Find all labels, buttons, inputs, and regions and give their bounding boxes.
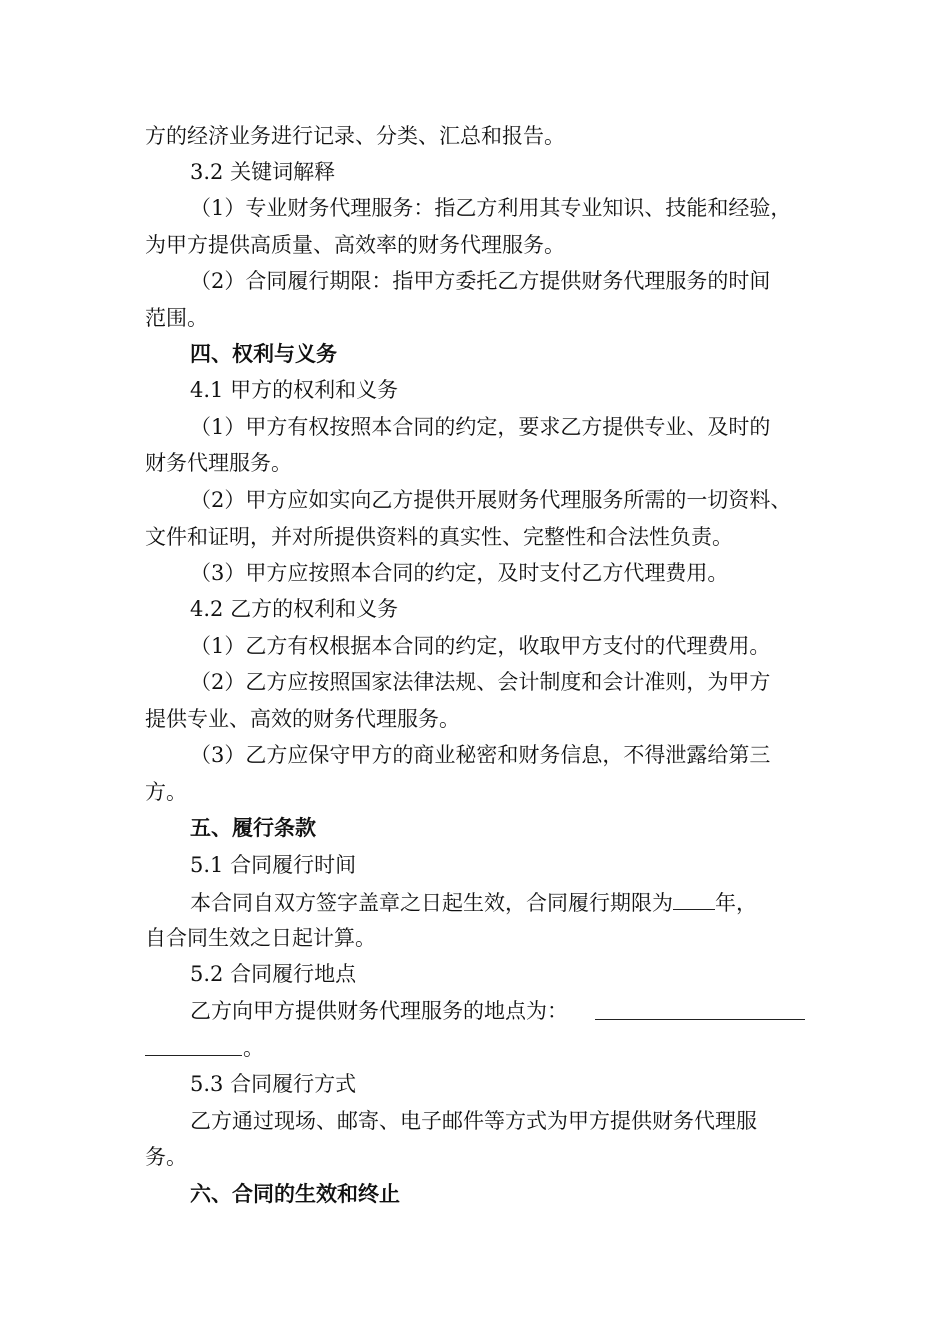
- text-line: 自合同生效之日起计算。: [145, 926, 376, 950]
- term-text: 本合同自双方签字盖章之日起生效，合同履行期限为: [190, 891, 673, 915]
- text-line: 方的经济业务进行记录、分类、汇总和报告。: [145, 124, 565, 148]
- text-line: 务。: [145, 1145, 187, 1169]
- text-line: 文件和证明，并对所提供资料的真实性、完整性和合法性负责。: [145, 525, 733, 549]
- subsection-heading: 5.2 合同履行地点: [190, 962, 357, 986]
- section-heading: 五、履行条款: [190, 816, 316, 840]
- text-line: 为甲方提供高质量、高效率的财务代理服务。: [145, 233, 565, 257]
- text-line: 提供专业、高效的财务代理服务。: [145, 707, 460, 731]
- text-line: [190, 891, 757, 914]
- text-line: （2）甲方应如实向乙方提供开展财务代理服务所需的一切资料、: [190, 488, 792, 512]
- subsection-heading: 5.3 合同履行方式: [190, 1072, 357, 1096]
- text-line: 乙方向甲方提供财务代理服务的地点为：: [190, 999, 568, 1023]
- location-blank-line-1[interactable]: [595, 1019, 805, 1020]
- text-line: 。: [243, 1036, 264, 1060]
- term-unit: 年，: [715, 891, 757, 915]
- section-heading: 四、权利与义务: [190, 342, 337, 366]
- subsection-heading: 5.1 合同履行时间: [190, 853, 357, 877]
- text-line: （1）甲方有权按照本合同的约定，要求乙方提供专业、及时的: [190, 415, 771, 439]
- section-heading: 六、合同的生效和终止: [190, 1182, 400, 1206]
- subsection-heading: 4.2 乙方的权利和义务: [190, 597, 399, 621]
- subsection-heading: 4.1 甲方的权利和义务: [190, 378, 399, 402]
- text-line: （2）乙方应按照国家法律法规、会计制度和会计准则，为甲方: [190, 670, 771, 694]
- text-line: （3）乙方应保守甲方的商业秘密和财务信息，不得泄露给第三: [190, 743, 771, 767]
- text-line: （1）乙方有权根据本合同的约定，收取甲方支付的代理费用。: [190, 634, 771, 658]
- term-years-blank[interactable]: [673, 891, 715, 910]
- subsection-heading: 3.2 关键词解释: [190, 160, 336, 184]
- text-line: （1）专业财务代理服务：指乙方利用其专业知识、技能和经验，: [190, 196, 792, 220]
- text-line: 财务代理服务。: [145, 451, 292, 475]
- text-line: 范围。: [145, 306, 208, 330]
- text-line: （3）甲方应按照本合同的约定，及时支付乙方代理费用。: [190, 561, 729, 585]
- text-line: 方。: [145, 780, 187, 804]
- text-line: 乙方通过现场、邮寄、电子邮件等方式为甲方提供财务代理服: [190, 1109, 757, 1133]
- location-blank-line-2[interactable]: [145, 1055, 242, 1056]
- text-line: （2）合同履行期限：指甲方委托乙方提供财务代理服务的时间: [190, 269, 771, 293]
